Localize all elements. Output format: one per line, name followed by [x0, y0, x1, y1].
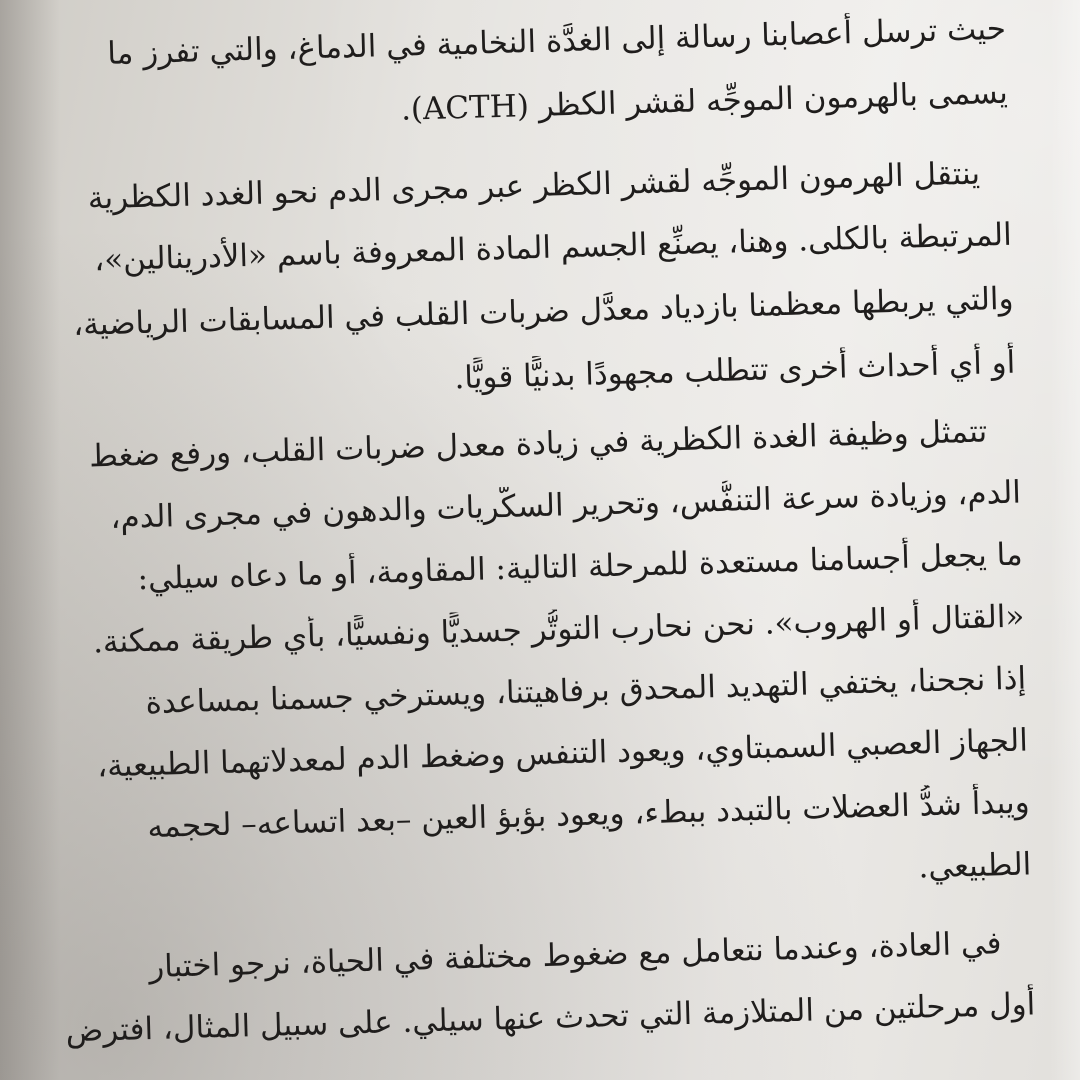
text-line: تتمثل وظيفة الغدة الكظرية في زيادة معدل ضربات القلب، ورفع ضغط: [88, 413, 988, 475]
text-line: الدم، وزيادة سرعة التنفُّس، وتحرير السكَّريات والدهون في مجرى الدم،: [110, 474, 1022, 536]
text-line: الجهاز العصبي السمبتاوي، ويعود التنفس وضغط الدم لمعدلاتهما الطبيعية،: [96, 722, 1029, 785]
text-line: ينتقل الهرمون الموجِّه لقشر الكظر عبر مجرى الدم نحو الغدد الكظرية: [87, 155, 981, 217]
text-line: ما يجعل أجسامنا مستعدة للمرحلة التالية: المقاومة، أو ما دعاه سيلي:: [137, 536, 1024, 598]
text-line: يسمى بالهرمون الموجِّه لقشر الكظر (ACTH).: [400, 74, 1009, 128]
text-line: أول مرحلتين من المتلازمة التي تحدث عنها سيلي. على سبيل المثال، افترض: [65, 986, 1036, 1050]
text-line: المرتبطة بالكلى. وهنا، يصنِّع الجسم المادة المعروفة باسم «الأدرينالين»،: [93, 216, 1013, 279]
text-line: أو أي أحداث أخرى تتطلب مجهودًا بدنيًّا قويًّا.: [453, 344, 1016, 397]
text-line: الطبيعي.: [917, 846, 1032, 886]
text-line: إذا نجحنا، يختفي التهديد المحدق برفاهيتنا، ويسترخي جسمنا بمساعدة: [145, 660, 1027, 722]
text-line: والتي يربطها معظمنا بازدياد معدَّل ضربات القلب في المسابقات الرياضية،: [72, 280, 1014, 343]
text-line: «القتال أو الهروب». نحن نحارب التوتُّر جسديًّا ونفسيًّا، بأي طريقة ممكنة.: [92, 598, 1025, 661]
text-line: في العادة، وعندما نتعامل مع ضغوط مختلفة في الحياة، نرجو اختبار: [148, 925, 1002, 986]
text-line: ويبدأ شدُّ العضلات بالتبدد ببطء، ويعود بؤبؤ العين –بعد اتساعه– لحجمه: [146, 784, 1031, 846]
text-line: حيث ترسل أعصابنا رسالة إلى الغدَّة النخامية في الدماغ، والتي تفرز ما: [106, 10, 1007, 72]
